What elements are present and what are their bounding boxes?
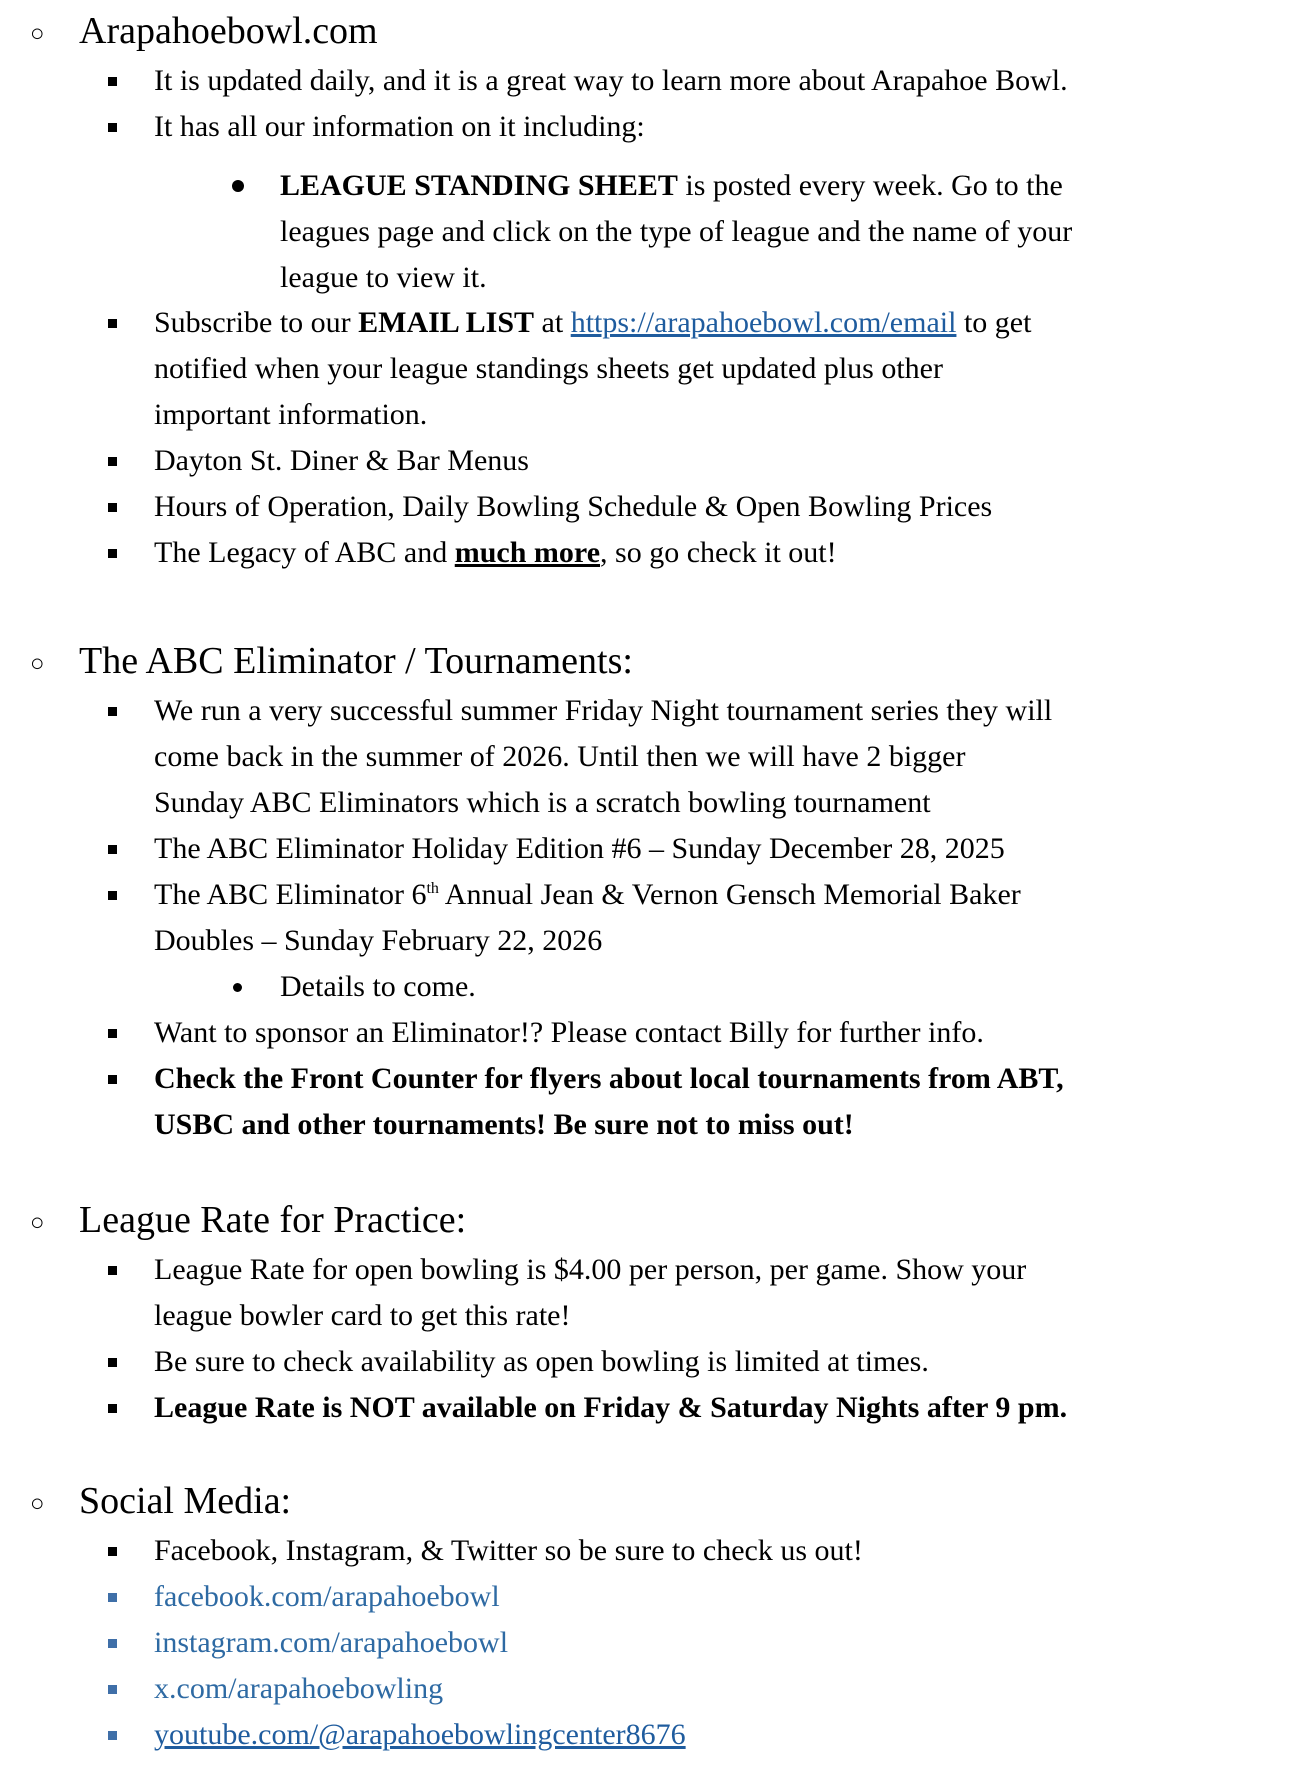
item-text	[154, 300, 1294, 346]
square-bullet-icon	[108, 457, 117, 466]
x-link[interactable]: x.com/arapahoebowling	[154, 1672, 444, 1705]
square-bullet-icon	[108, 1639, 117, 1648]
circle-bullet-icon: ○	[30, 1210, 45, 1236]
square-bullet-icon	[108, 1404, 117, 1413]
item-text-line: league to view it.	[280, 261, 487, 294]
subscribe-text: Subscribe to our	[154, 306, 359, 339]
item-text: Be sure to check availability as open bowling is limited at times.	[154, 1345, 929, 1378]
item-text-line: Doubles – Sunday February 22, 2026	[154, 924, 603, 957]
square-bullet-icon	[108, 1731, 117, 1740]
square-bullet-icon	[108, 77, 117, 86]
subscribe-at: at	[534, 306, 571, 339]
square-bullet-icon	[108, 1547, 117, 1556]
square-bullet-icon	[108, 503, 117, 512]
square-bullet-icon	[108, 707, 117, 716]
item-text: Want to sponsor an Eliminator!? Please contact Billy for further info.	[154, 1016, 984, 1049]
item-text-line: notified when your league standings sheets get updated plus other	[154, 352, 943, 385]
standing-sheet-label: LEAGUE STANDING SHEET	[280, 169, 678, 202]
item-text-line: Sunday ABC Eliminators which is a scratch bowling tournament	[154, 786, 931, 819]
legacy-suffix: , so go check it out!	[600, 536, 837, 569]
youtube-link[interactable]: youtube.com/@arapahoebowlingcenter8676	[154, 1718, 686, 1751]
item-text: Details to come.	[280, 970, 476, 1003]
item-text: Hours of Operation, Daily Bowling Schedule & Open Bowling Prices	[154, 490, 993, 523]
item-text	[154, 872, 1294, 918]
round-bullet-icon	[233, 983, 242, 992]
square-bullet-icon	[108, 845, 117, 854]
item-text-line: come back in the summer of 2026. Until then we will have 2 bigger	[154, 740, 966, 773]
circle-bullet-icon: ○	[30, 651, 45, 677]
section-title: Arapahoebowl.com	[79, 10, 378, 52]
round-bullet-icon	[232, 180, 244, 192]
memorial-text-rest: Annual Jean & Vernon Gensch Memorial Baker	[438, 878, 1021, 911]
square-bullet-icon	[108, 1075, 117, 1084]
square-bullet-icon	[108, 123, 117, 132]
item-text-line: USBC and other tournaments! Be sure not to miss out!	[154, 1108, 854, 1141]
item-text: It has all our information on it including:	[154, 110, 645, 143]
ordinal-suffix: th	[426, 880, 439, 897]
item-text-line: important information.	[154, 398, 428, 431]
square-bullet-icon	[108, 891, 117, 900]
standing-sheet-text: is posted every week. Go to the	[677, 169, 1063, 202]
item-text-line: League Rate for open bowling is $4.00 per person, per game. Show your	[154, 1253, 1027, 1286]
square-bullet-icon	[108, 1358, 117, 1367]
instagram-link[interactable]: instagram.com/arapahoebowl	[154, 1626, 509, 1659]
item-text-line: league bowler card to get this rate!	[154, 1299, 571, 1332]
item-text-line: leagues page and click on the type of league and the name of your	[280, 215, 1073, 248]
item-text: The ABC Eliminator Holiday Edition #6 – Sunday December 28, 2025	[154, 832, 1005, 865]
square-bullet-icon	[108, 1685, 117, 1694]
circle-bullet-icon: ○	[30, 1491, 45, 1517]
section-title: The ABC Eliminator / Tournaments:	[79, 640, 633, 682]
item-text: Facebook, Instagram, & Twitter so be sure to check us out!	[154, 1534, 863, 1567]
legacy-text: The Legacy of ABC and	[154, 536, 455, 569]
item-text: Dayton St. Diner & Bar Menus	[154, 444, 529, 477]
square-bullet-icon	[108, 549, 117, 558]
section-title: League Rate for Practice:	[79, 1199, 467, 1241]
subscribe-suffix: to get	[956, 306, 1032, 339]
square-bullet-icon	[108, 319, 117, 328]
email-signup-link[interactable]: https://arapahoebowl.com/email	[570, 306, 957, 339]
email-list-label: EMAIL LIST	[358, 306, 535, 339]
square-bullet-icon	[108, 1029, 117, 1038]
item-text-line: We run a very successful summer Friday Night tournament series they will	[154, 694, 1053, 727]
memorial-text: The ABC Eliminator 6	[154, 878, 427, 911]
square-bullet-icon	[108, 1266, 117, 1275]
item-text	[280, 163, 1290, 209]
much-more-link[interactable]: much more	[454, 536, 601, 569]
facebook-link[interactable]: facebook.com/arapahoebowl	[154, 1580, 500, 1613]
item-text-line: Check the Front Counter for flyers about local tournaments from ABT,	[154, 1062, 1064, 1095]
item-text	[154, 530, 1294, 576]
item-text: It is updated daily, and it is a great way to learn more about Arapahoe Bowl.	[154, 64, 1068, 97]
item-text: League Rate is NOT available on Friday & Saturday Nights after 9 pm.	[154, 1391, 1068, 1424]
circle-bullet-icon: ○	[30, 21, 45, 47]
square-bullet-icon	[108, 1593, 117, 1602]
section-title: Social Media:	[79, 1480, 292, 1522]
